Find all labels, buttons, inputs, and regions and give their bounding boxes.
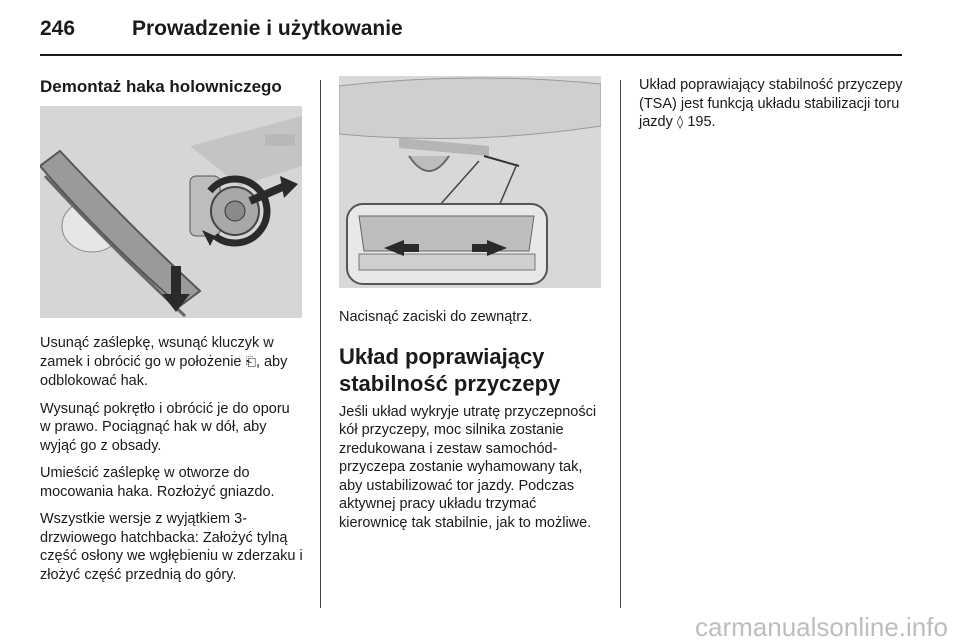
watermark: carmanualsonline.info	[695, 612, 948, 642]
figure-caption: Nacisnąć zaciski do zewnątrz.	[339, 309, 533, 325]
instruction-paragraph-1	[40, 334, 304, 391]
instruction-text: Usunąć zaślepkę, wsunąć kluczyk w zamek i obrócić go w położenie	[40, 335, 274, 370]
bumper-cover-clips-illustration	[339, 76, 601, 288]
page-reference-number: 195.	[683, 114, 716, 130]
page-number: 246	[40, 17, 76, 40]
chapter-title: Prowadzenie i użytkowanie	[132, 17, 403, 40]
bumper-clips-icon	[339, 76, 601, 288]
tsa-note-paragraph	[639, 76, 903, 133]
column-3	[639, 76, 903, 142]
column-1	[40, 76, 304, 593]
column-divider	[320, 80, 321, 608]
instruction-text: , aby odblokować hak.	[40, 353, 288, 389]
tsa-description: Jeśli układ wykryje utratę przyczepności kół przyczepy, moc silnika zostanie zredukowana i zestaw samochód-przyczepa zostanie wyhamowany tak, aby ustabilizować tor jazdy. Podczas aktywnej pracy układu trzymać kierownicę tak stabilnie, jak to możliwe.	[339, 403, 597, 531]
column-2	[339, 76, 603, 541]
lock-position-icon: ⎗	[245, 354, 256, 370]
instruction-paragraph-2: Wysunąć pokrętło i obrócić je do oporu w prawo. Pociągnąć hak w dół, aby wyjąć go z obsady.	[40, 400, 290, 454]
header-rule	[40, 54, 902, 56]
page-reference-icon: ◊	[676, 115, 684, 130]
column-divider	[620, 80, 621, 608]
instruction-paragraph-3: Umieścić zaślepkę w otworze do mocowania haka. Rozłożyć gniazdo.	[40, 465, 275, 500]
tsa-note-text: Układ poprawiający stabilność przyczepy (TSA) jest funkcją układu stabilizacji toru jazdy	[639, 77, 903, 130]
section-heading-tow-hook: Demontaż haka holowniczego	[40, 77, 282, 96]
instruction-paragraph-4: Wszystkie wersje z wyjątkiem 3-drzwiowego hatchbacka: Założyć tylną część osłony we wgłębieniu w zderzaku i złożyć część przednią do góry.	[40, 511, 303, 583]
tow-hook-removal-illustration	[40, 106, 302, 318]
section-heading-tsa: Układ poprawiający stabilność przyczepy	[339, 343, 561, 396]
tow-hook-icon	[40, 106, 302, 318]
page-header	[40, 17, 902, 57]
